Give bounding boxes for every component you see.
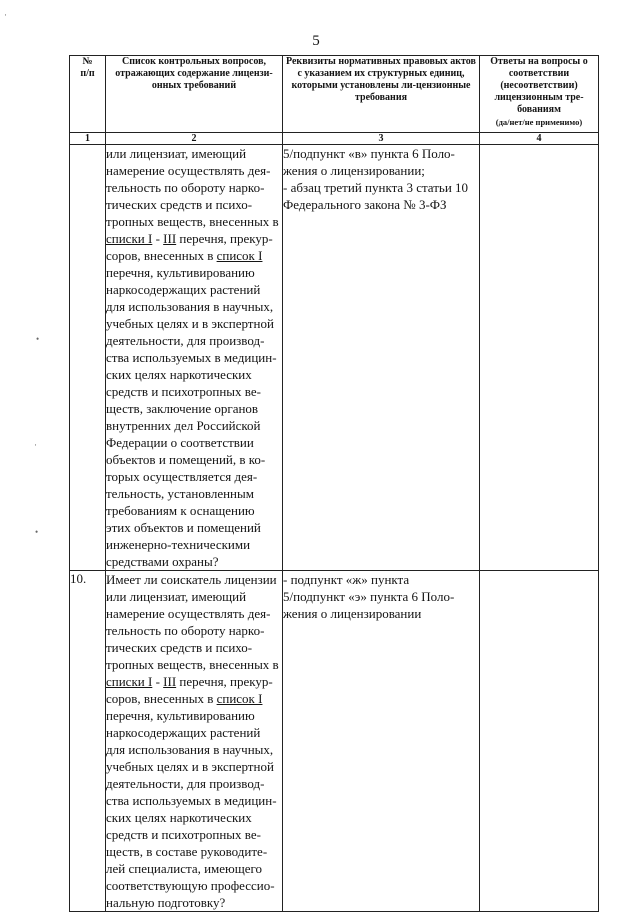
table-row xyxy=(70,145,599,571)
header-number: № п/п xyxy=(70,56,106,133)
scan-speck: • xyxy=(35,527,39,537)
answer-cell[interactable] xyxy=(480,145,599,571)
question-text: Имеет ли соискатель лицензии или лицензиат, имеющий намерение осуществлять дея- тельность по обороту нарко- тических средств и психо- тропных веществ, внесенных в списки I - III перечня, прекур- соров, внесенных в список I перечня, культивированию наркосодержащих растений для использования в научных, учебных целях и в экспертной деятельности, для производ- ства используемых в медицин- ских целях наркотических средств и психотропных ве- ществ, в составе руководите- лей специалиста, имеющего соответствующую профессио- нальную подготовку? xyxy=(106,572,279,910)
header-questions: Список контрольных вопросов, отражающих содержание лицензи-онных требований xyxy=(106,56,283,133)
reference-text: 5/подпункт «в» пункта 6 Поло- жения о лицензировании; - абзац третий пункта 3 статьи 10 Федерального закона № 3-ФЗ xyxy=(283,146,469,212)
column-number: 3 xyxy=(283,133,480,145)
column-number: 2 xyxy=(106,133,283,145)
header-answers: Ответы на вопросы о соответствии (несоответствии) лицензионным тре-бованиям (да/нет/не применимо) xyxy=(480,56,599,133)
table-row xyxy=(70,571,599,912)
column-number: 4 xyxy=(480,133,599,145)
row-number: 10. xyxy=(70,571,106,912)
question-cell xyxy=(106,571,283,912)
reference-cell xyxy=(283,571,480,912)
answer-cell[interactable] xyxy=(480,571,599,912)
scan-speck: · xyxy=(4,10,7,20)
table-header-row xyxy=(70,56,599,133)
question-cell xyxy=(106,145,283,571)
header-references: Реквизиты нормативных правовых актов с указанием их структурных единиц, которыми установлены ли-цензионные требования xyxy=(283,56,480,133)
page-number: 5 xyxy=(312,33,320,49)
row-number xyxy=(70,145,106,571)
question-text: или лицензиат, имеющий намерение осуществлять дея- тельность по обороту нарко- тических средств и психо- тропных веществ, внесенных в списки I - III перечня, прекур- соров, внесенных в список I перечня, культивированию наркосодержащих растений для использования в научных, учебных целях и в экспертной деятельности, для производ- ства используемых в медицин- ских целях наркотических средств и психотропных ве- ществ, заключение органов внутренних дел Российской Федерации о соответствии объектов и помещений, в ко- торых осуществляется дея- тельность, установленным требованиям к оснащению этих объектов и помещений инженерно-техническими средствами охраны? xyxy=(106,146,279,569)
scan-speck: • xyxy=(36,334,40,344)
column-number-row xyxy=(70,133,599,145)
requirements-table xyxy=(69,55,599,912)
column-number: 1 xyxy=(70,133,106,145)
scan-speck: · xyxy=(34,440,37,450)
reference-text: - подпункт «ж» пункта 5/подпункт «э» пункта 6 Поло- жения о лицензировании xyxy=(283,572,455,621)
reference-cell xyxy=(283,145,480,571)
